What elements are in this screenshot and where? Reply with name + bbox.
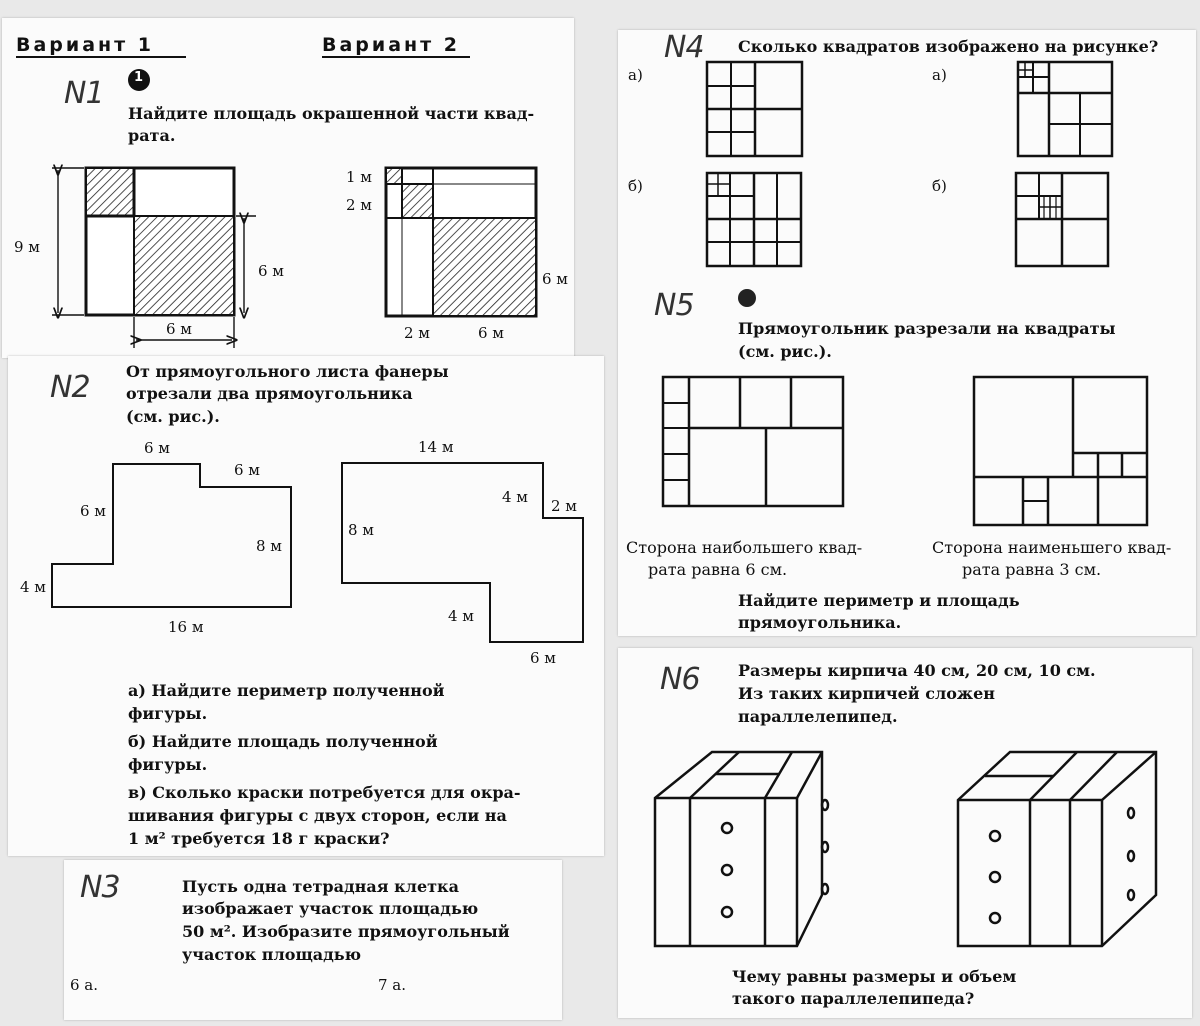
task5-right-caption-1: Сторона наименьшего квад- (932, 538, 1172, 557)
fig1-label-left: 9 м (14, 238, 40, 256)
task6-text-1: Размеры кирпича 40 см, 20 см, 10 см. (738, 661, 1096, 680)
task4-figure-a-left (707, 62, 802, 156)
fig2-label-top1: 1 м (346, 168, 372, 186)
task2-question-3: б) Найдите площадь полученной (128, 732, 438, 751)
task6-box-right (958, 752, 1156, 946)
task5-figure-left (663, 377, 843, 506)
variant2-heading: Вариант 2 (322, 34, 470, 58)
task4-figure-a-right (1018, 62, 1112, 156)
task4-title: Сколько квадратов изображено на рисунке? (738, 37, 1159, 56)
task5-figure-right (974, 377, 1147, 525)
t2f1-top-left: 6 м (144, 439, 170, 457)
task3-text-4: участок площадью (182, 945, 362, 964)
task4-label-b-right: б) (932, 177, 947, 195)
t2f1-top-right: 6 м (234, 461, 260, 479)
task5-mark: N5 (654, 288, 694, 323)
task2-question-1: а) Найдите периметр полученной (128, 681, 445, 700)
task4-label-a-left: а) (628, 66, 643, 84)
task5-text-1: Прямоугольник разрезали на квадраты (738, 319, 1116, 338)
fig2-label-top2: 2 м (346, 196, 372, 214)
t2f2-notch-top: 4 м (502, 488, 528, 506)
t2f1-right: 8 м (256, 537, 282, 555)
task6-text-2: Из таких кирпичей сложен (738, 684, 995, 703)
task4-label-b-left: б) (628, 177, 643, 195)
task2-question-7: 1 м² требуется 18 г краски? (128, 829, 390, 848)
fig2-label-right: 6 м (542, 270, 568, 288)
task6-text-3: параллелепипед. (738, 707, 898, 726)
task1-text-1: Найдите площадь окрашенной части квад- (128, 104, 535, 123)
fig1-label-right: 6 м (258, 262, 284, 280)
t2f1-bottom: 16 м (168, 618, 204, 636)
fig1-label-bottom: 6 м (166, 320, 192, 338)
task3-text-1: Пусть одна тетрадная клетка (182, 877, 459, 896)
task6-box-left (655, 752, 828, 946)
variant1-heading: Вариант 1 (16, 34, 186, 58)
task5-question-2: прямоугольника. (738, 613, 902, 632)
t2f2-left: 8 м (348, 521, 374, 539)
task4-label-a-right: а) (932, 66, 947, 84)
t2f1-left-lower: 4 м (20, 578, 46, 596)
task2-text-3: (см. рис.). (126, 407, 220, 426)
task6-question-1: Чему равны размеры и объем (732, 967, 1017, 986)
task3-text-3: 50 м². Изобразите прямоугольный (182, 922, 510, 941)
task3-answer-1: 6 а. (70, 976, 99, 994)
task2-text-2: отрезали два прямоугольника (126, 384, 413, 403)
task3-answer-2: 7 а. (378, 976, 407, 994)
task2-question-4: фигуры. (128, 755, 208, 774)
task1-text-2: рата. (128, 126, 176, 145)
t2f2-bottom: 6 м (530, 649, 556, 667)
task2-question-2: фигуры. (128, 704, 208, 723)
task5-question-1: Найдите периметр и площадь (738, 591, 1020, 610)
task2-mark: N2 (50, 370, 90, 405)
t2f1-left-upper: 6 м (80, 502, 106, 520)
task1-figure2 (386, 168, 536, 316)
task6-question-2: такого параллелепипеда? (732, 989, 975, 1008)
t2f2-step: 4 м (448, 607, 474, 625)
task5-left-caption-1: Сторона наибольшего квад- (626, 538, 863, 557)
task1-mark: N1 (64, 76, 104, 111)
task2-question-5: в) Сколько краски потребуется для окра- (128, 783, 521, 802)
task4-figure-b-right (1016, 173, 1108, 266)
task5-left-caption-2: рата равна 6 см. (648, 560, 788, 579)
task2-text-1: От прямоугольного листа фанеры (126, 362, 449, 381)
fig2-label-bottom1: 2 м (404, 324, 430, 342)
task4-mark: N4 (664, 30, 704, 65)
task5-right-caption-2: рата равна 3 см. (962, 560, 1102, 579)
task5-badge-icon (738, 289, 756, 307)
task2-figure1 (52, 464, 291, 607)
task5-text-2: (см. рис.). (738, 342, 832, 361)
task3-mark: N3 (80, 870, 120, 905)
task2-question-6: шивания фигуры с двух сторон, если на (128, 806, 507, 825)
task1-badge-number: 1 (134, 70, 144, 85)
task6-mark: N6 (660, 662, 700, 697)
fig2-label-bottom2: 6 м (478, 324, 504, 342)
task1-figure1 (86, 168, 234, 315)
t2f2-top: 14 м (418, 438, 454, 456)
task4-figure-b-left (707, 173, 801, 266)
task3-text-2: изображает участок площадью (182, 899, 479, 918)
t2f2-notch-side: 2 м (551, 497, 577, 515)
